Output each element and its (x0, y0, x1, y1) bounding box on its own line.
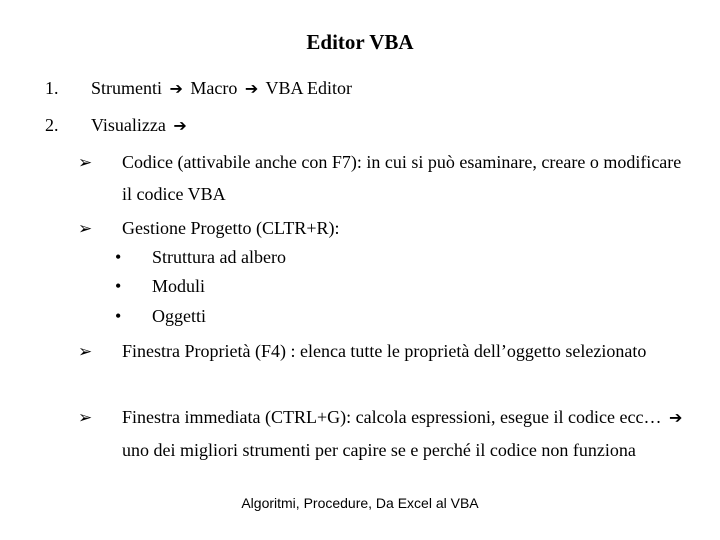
slide-footer: Algoritmi, Procedure, Da Excel al VBA (241, 495, 479, 511)
bullet-item (115, 247, 286, 268)
numbered-item-2 (45, 115, 190, 136)
item-number: 2. (45, 115, 59, 135)
bullet-dot-icon: • (115, 306, 122, 326)
menu-path-visualizza: Visualizza (91, 115, 166, 135)
item-number: 1. (45, 78, 59, 98)
bullet-item (115, 276, 205, 297)
sub-item-codice: Codice (attivabile anche con F7): in cui si può esaminare, creare o modificare il codice VBA (122, 152, 682, 204)
arrowhead-bullet-icon: ➢ (78, 153, 93, 173)
menu-path-vba-editor: VBA Editor (265, 78, 352, 98)
menu-path-macro: Macro (190, 78, 238, 98)
bullet-item (115, 306, 206, 327)
arrowhead-bullet-icon: ➢ (78, 342, 93, 362)
arrowhead-bullet-icon: ➢ (78, 219, 93, 239)
bullet-dot-icon: • (115, 276, 122, 296)
arrowhead-bullet-icon: ➢ (78, 408, 93, 428)
arrow-right-icon: ➔ (244, 79, 259, 98)
arrow-right-icon: ➔ (668, 408, 683, 427)
sub-item-finestra-immediata (122, 401, 692, 466)
arrow-right-icon: ➔ (169, 79, 183, 98)
bullet-text: Oggetti (152, 306, 206, 326)
sub-item-gestione-progetto: Gestione Progetto (CLTR+R): (122, 218, 340, 238)
arrow-right-icon: ➔ (173, 116, 187, 135)
bullet-dot-icon: • (115, 247, 122, 267)
numbered-item-1 (45, 78, 352, 99)
slide-title: Editor VBA (306, 30, 414, 54)
bullet-text: Struttura ad albero (152, 247, 286, 267)
sub-item-finestra-proprieta: Finestra Proprietà (F4) : elenca tutte le proprietà dell’oggetto selezionato (122, 341, 647, 361)
menu-path-strumenti: Strumenti (91, 78, 162, 98)
sub-item-text-before: Finestra immediata (CTRL+G): calcola espressioni, esegue il codice ecc… (122, 407, 662, 427)
bullet-text: Moduli (152, 276, 206, 296)
sub-item-text-after: uno dei migliori strumenti per capire se e perché il codice non funziona (122, 440, 636, 460)
